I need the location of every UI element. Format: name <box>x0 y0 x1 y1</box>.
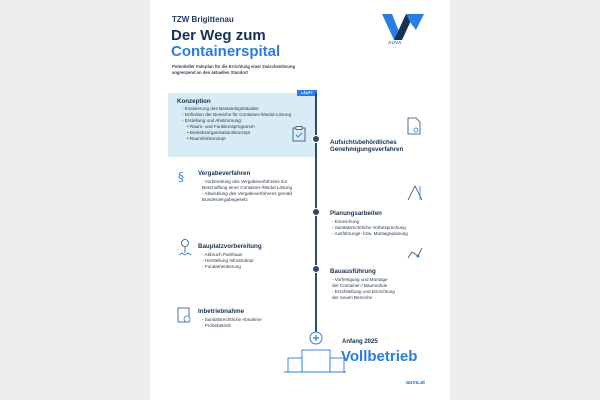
timeline-node-bau <box>312 265 320 273</box>
bauplatz-item: - Herstellung Infrastruktur <box>202 257 254 263</box>
page-title-line2: Containerspital <box>171 43 281 60</box>
subtitle-line1: Potentieller Fahrplan für die Errichtung einer Zwischenlösung <box>172 64 296 69</box>
checklist-icon <box>176 306 192 324</box>
bauplatz-item: - Abbruch Parkhaus <box>202 252 243 257</box>
paragraph-icon: § <box>178 170 184 184</box>
vergabe-item: Beschaffung einer Container-/Modul-Lösung <box>202 184 293 190</box>
timeline-node-aufsicht <box>312 135 320 143</box>
step-body-planung <box>332 219 408 237</box>
inbetrieb-item: - Sanitätsrechtliche Abnahme <box>202 317 262 322</box>
planung-item: - Einreichung <box>332 219 360 224</box>
vergabe-item: - Abwicklung des Vergabeverfahrens gemäß <box>202 190 293 196</box>
step-title-bau: Bauausführung <box>330 268 376 275</box>
footer-url[interactable]: auva.at <box>406 380 425 386</box>
subtitle-line2: angrenzend an den aktuellen Standort <box>172 69 248 75</box>
step-title-konzeption: Konzeption <box>177 98 211 105</box>
step-body-bau <box>332 277 395 301</box>
drafting-tools-icon <box>406 184 424 202</box>
step-title-aufsicht <box>330 139 403 154</box>
konzeption-subitem: • Betriebsorganisationskonzept <box>187 129 251 135</box>
step-title-vergabe: Vergabeverfahren <box>198 170 251 177</box>
step-title-bauplatz: Bauplatzvorbereitung <box>198 243 262 250</box>
logo-text: AUVA <box>388 40 402 45</box>
aufsicht-title-line1: Aufsichtsbehördliches <box>330 139 397 146</box>
excavator-icon <box>406 244 424 260</box>
inbetrieb-item: - Probebetrieb <box>202 322 232 328</box>
vergabe-item: - Vorbereitung des Vergabeverfahrens zur <box>202 179 288 184</box>
final-year: Anfang 2025 <box>342 339 378 345</box>
bau-item: - Erschließung und Einrichtung <box>332 288 395 294</box>
timeline-node-planung <box>312 208 320 216</box>
konzeption-subitem: • Raumfeinkonzept <box>187 135 226 141</box>
step-body-inbetrieb <box>202 317 262 329</box>
vergabe-item: Bundesvergabegesetz <box>202 196 248 202</box>
bauplatz-item: - Fundamentierung <box>202 263 241 269</box>
bau-item: - Vorfertigung und Montage <box>332 277 388 282</box>
konzeption-item: - Erstellung und Abstimmung: <box>182 117 243 123</box>
konzeption-subitem: • Raum- und Funktionsprogramm <box>187 123 255 129</box>
planung-item: - Sanitätsrechtliche Vorbesprechung <box>332 224 406 230</box>
document-permit-icon <box>406 117 422 135</box>
step-title-inbetrieb: Inbetriebnahme <box>198 308 245 315</box>
step-body-konzeption <box>182 106 291 142</box>
crane-icon <box>177 238 193 258</box>
planung-item: - Ausführungs- bzw. Montageplanung <box>332 230 408 236</box>
bau-item: der neuen Bereiche <box>332 294 373 300</box>
hospital-icon <box>284 330 346 378</box>
final-label: Vollbetrieb <box>341 348 418 365</box>
step-body-bauplatz <box>202 252 254 270</box>
status-badge: LÄUFT <box>297 90 317 96</box>
auva-logo-icon <box>380 12 426 42</box>
aufsicht-title-line2: Genehmigungsverfahren <box>330 146 404 154</box>
page-title-line1: Der Weg zum <box>171 27 266 44</box>
clipboard-icon <box>292 126 306 142</box>
organization-name: TZW Brigittenau <box>172 15 234 24</box>
konzeption-item: - Evaluierung des Bestandsgebäudes <box>182 106 259 111</box>
step-body-vergabe <box>202 179 292 203</box>
step-title-planung: Planungsarbeiten <box>330 210 382 217</box>
konzeption-item: - Definition der Bereiche für Container-/Modul-Lösung <box>182 111 292 117</box>
bau-item: der Container-/ Baumodule <box>332 282 388 288</box>
poster-page <box>150 0 450 400</box>
subtitle <box>172 64 382 75</box>
